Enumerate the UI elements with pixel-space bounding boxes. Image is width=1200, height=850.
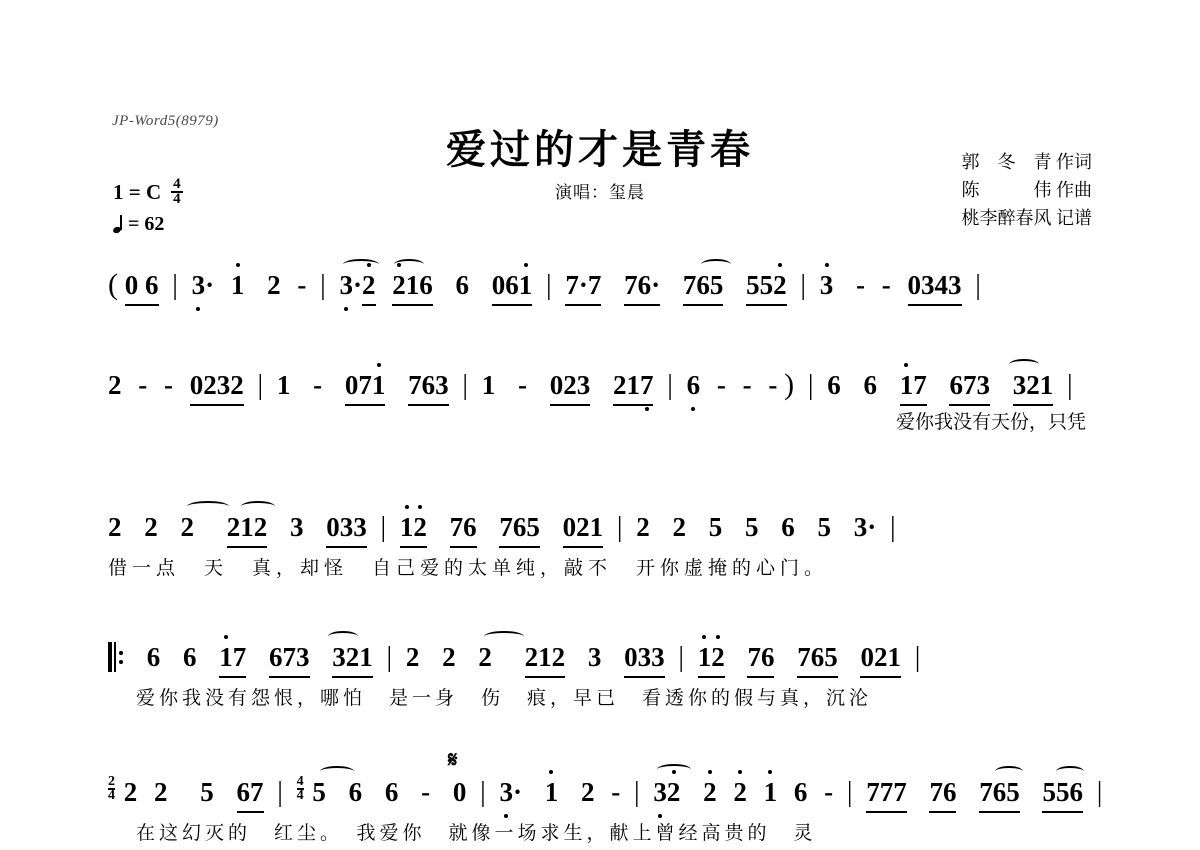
note: -	[164, 370, 173, 400]
note: 3	[339, 268, 353, 302]
note: 2	[733, 777, 747, 807]
score-line-3-lyrics: 借一点 天 真，却怪 自己爱的太单纯，敲不 开你虚掩的心门。	[108, 558, 829, 579]
note: 3	[653, 775, 667, 809]
note: 6	[348, 777, 363, 807]
note: 2	[666, 777, 681, 807]
score-line-2-lyrics: 爱你我没有天份，只凭	[895, 412, 1086, 433]
note: 2	[703, 777, 717, 807]
note: 212	[227, 510, 268, 548]
note: 071	[345, 368, 386, 406]
note: 763	[408, 368, 449, 406]
score-line-5	[108, 747, 1103, 847]
note: 3	[290, 512, 304, 542]
score-line-1-notes: ( 0 6 | 3· 1 2 - | 3·2 216 6 061 | 7·7 76· 765 552 | 3 - - 0343 |	[108, 268, 1098, 306]
note: 5	[708, 512, 723, 542]
note: -	[742, 370, 752, 400]
segno-icon: 𝄋	[448, 747, 458, 772]
barline: |	[462, 370, 468, 401]
note: 765	[683, 268, 724, 306]
score-line-2	[108, 368, 1098, 436]
note: -	[138, 370, 148, 400]
note: -	[421, 777, 431, 807]
key-signature	[113, 178, 183, 206]
time-signature	[171, 178, 183, 206]
tempo-label: = 62	[128, 213, 165, 235]
note: -	[716, 370, 726, 400]
note: -	[313, 370, 323, 400]
key-signature-label: 1 = C	[113, 179, 162, 204]
note: 777	[866, 775, 907, 813]
credit-transcriber-role: 记谱	[1056, 208, 1092, 228]
credit-lyricist	[962, 148, 1093, 176]
barline: |	[380, 512, 387, 543]
credit-composer-name: 陈 伟	[961, 180, 1052, 200]
note: 7·7	[565, 268, 601, 306]
credits-block	[962, 148, 1093, 232]
watermark-label: JP-Word5(8979)	[112, 113, 219, 129]
note: 673	[269, 640, 310, 678]
note: 023	[550, 368, 591, 406]
note: 1	[276, 370, 291, 400]
score-line-4-lyrics: 爱你我没有怨恨，哪怕 是一身 伤 痕，早已 看透你的假与真，沉沦	[136, 688, 873, 709]
page-title: 爱过的才是青春	[446, 127, 754, 172]
score-line-3	[108, 510, 1098, 582]
time-signature-2-4: $\frac{2}{4}$	[108, 774, 115, 803]
barline: |	[480, 777, 486, 808]
barline: |	[846, 777, 853, 808]
repeat-start-barline	[108, 642, 124, 672]
note: 2	[181, 510, 195, 544]
barline: |	[678, 642, 684, 673]
note: -	[824, 777, 834, 807]
note: 17	[900, 368, 927, 406]
barline: |	[1096, 777, 1103, 808]
note: 765	[979, 775, 1020, 813]
credit-lyricist-role: 作词	[1056, 152, 1092, 172]
time-signature-numerator: 4	[173, 176, 181, 192]
note: 673	[949, 368, 990, 406]
note: 1	[230, 270, 245, 300]
credit-transcriber-name: 桃李醉春风	[961, 208, 1052, 228]
note: 3	[191, 270, 206, 300]
note: 3	[587, 642, 602, 672]
note: 3	[819, 270, 834, 300]
note: 12	[698, 640, 725, 678]
score-line-3-notes: 2 2 2 212 3 033 | 12 76 765 021 | 2 2 5 5 6 5 3· |	[108, 510, 1098, 548]
note: 5	[817, 512, 831, 542]
note: 212	[525, 640, 566, 678]
time-signature-4-4: $\frac{4}{4}$	[296, 774, 304, 803]
note: 6	[863, 370, 877, 400]
time-signature-denominator: 4	[173, 191, 181, 207]
note: 67	[237, 775, 264, 813]
barline: |	[807, 370, 814, 401]
note: 6	[793, 777, 808, 807]
note: 5	[312, 775, 326, 809]
note: 2	[362, 268, 376, 306]
note: 556	[1042, 775, 1083, 813]
note: 0	[452, 777, 467, 807]
note: 2	[267, 270, 281, 300]
note: 2	[144, 512, 158, 542]
credit-composer	[962, 176, 1093, 204]
note: 5	[744, 512, 759, 542]
score-line-5-notes: $\frac{2}{4}$ 2 2 5 67 | $\frac{4}{4}$ 5 6 6 - 0 | 3· 1 2 - | 32 2 2 1 6 - | 777 76 765 556 |	[108, 775, 1098, 813]
credit-lyricist-name: 郭 冬 青	[961, 152, 1052, 172]
note: 061	[492, 268, 533, 306]
note: -	[611, 777, 621, 807]
note: 2	[672, 512, 686, 542]
tempo-marking	[113, 213, 164, 236]
note: 033	[326, 510, 367, 548]
note: 0232	[190, 368, 244, 406]
note: 2	[108, 512, 122, 542]
note: 2	[442, 642, 456, 672]
score-line-4-notes	[108, 640, 1098, 678]
note: 12	[400, 510, 427, 548]
barline: |	[1066, 370, 1073, 401]
note: 1	[481, 370, 496, 400]
quarter-note-icon	[113, 215, 125, 235]
note: 765	[797, 640, 838, 678]
note: 021	[563, 510, 604, 548]
note: 3	[499, 777, 513, 807]
note: 76·	[624, 268, 660, 306]
performer-subtitle: 演唱：玺晨	[555, 183, 645, 202]
credit-transcriber	[962, 204, 1093, 232]
note: 6	[827, 370, 841, 400]
note: 6	[455, 270, 469, 300]
barline: |	[975, 270, 981, 301]
note: 0343	[908, 268, 962, 306]
note: 6	[146, 642, 161, 672]
note: 021	[860, 640, 901, 678]
barline: |	[800, 270, 806, 301]
score-line-1	[108, 268, 1098, 306]
score-line-5-lyrics: 在这幻灭的 红尘。 我爱你 就像一场求生，献上曾经高贵的 灵	[136, 823, 817, 844]
barline: |	[172, 270, 178, 301]
barline: |	[320, 270, 326, 301]
barline: |	[667, 370, 673, 401]
note: 6	[686, 370, 701, 400]
note: 2	[580, 777, 595, 807]
note: 1	[763, 777, 778, 807]
note: 321	[332, 640, 373, 678]
note: 2	[108, 370, 122, 400]
note: 6	[781, 512, 795, 542]
barline: |	[889, 512, 896, 543]
note: -	[768, 370, 778, 400]
note: 1	[544, 777, 559, 807]
note: -	[517, 370, 527, 400]
note: 2	[123, 777, 138, 807]
note: 2	[154, 777, 168, 807]
note: 2	[478, 640, 492, 674]
note: 0 6	[125, 268, 159, 306]
note: 76	[450, 510, 477, 548]
note: 5	[200, 777, 214, 807]
note: 765	[499, 510, 540, 548]
note: 321	[1013, 368, 1054, 406]
note: 033	[624, 640, 665, 678]
barline: |	[633, 777, 640, 808]
barline: |	[257, 370, 264, 401]
note: -	[856, 270, 865, 300]
note: 76	[929, 775, 956, 813]
score-line-4	[108, 640, 1098, 712]
note: -	[297, 270, 307, 300]
barline: |	[616, 512, 623, 543]
note: 76	[747, 640, 774, 678]
note: 216	[392, 268, 433, 306]
score-line-2-notes: 2 - - 0232 | 1 - 071 763 | 1 - 023 217 | 6 - - - ) | 6 6 17 673 321 |	[108, 368, 1098, 406]
note: 17	[219, 640, 246, 678]
note: 6	[183, 642, 197, 672]
note: 217	[613, 368, 654, 406]
note: -	[881, 270, 891, 300]
note: 2	[405, 642, 420, 672]
note: 6	[384, 777, 399, 807]
credit-composer-role: 作曲	[1056, 180, 1092, 200]
barline: |	[546, 270, 552, 301]
note: 2	[636, 512, 650, 542]
note: 552	[746, 268, 787, 306]
barline: |	[386, 642, 393, 673]
barline: |	[914, 642, 921, 673]
barline: |	[277, 777, 283, 808]
note: 3	[853, 512, 868, 542]
